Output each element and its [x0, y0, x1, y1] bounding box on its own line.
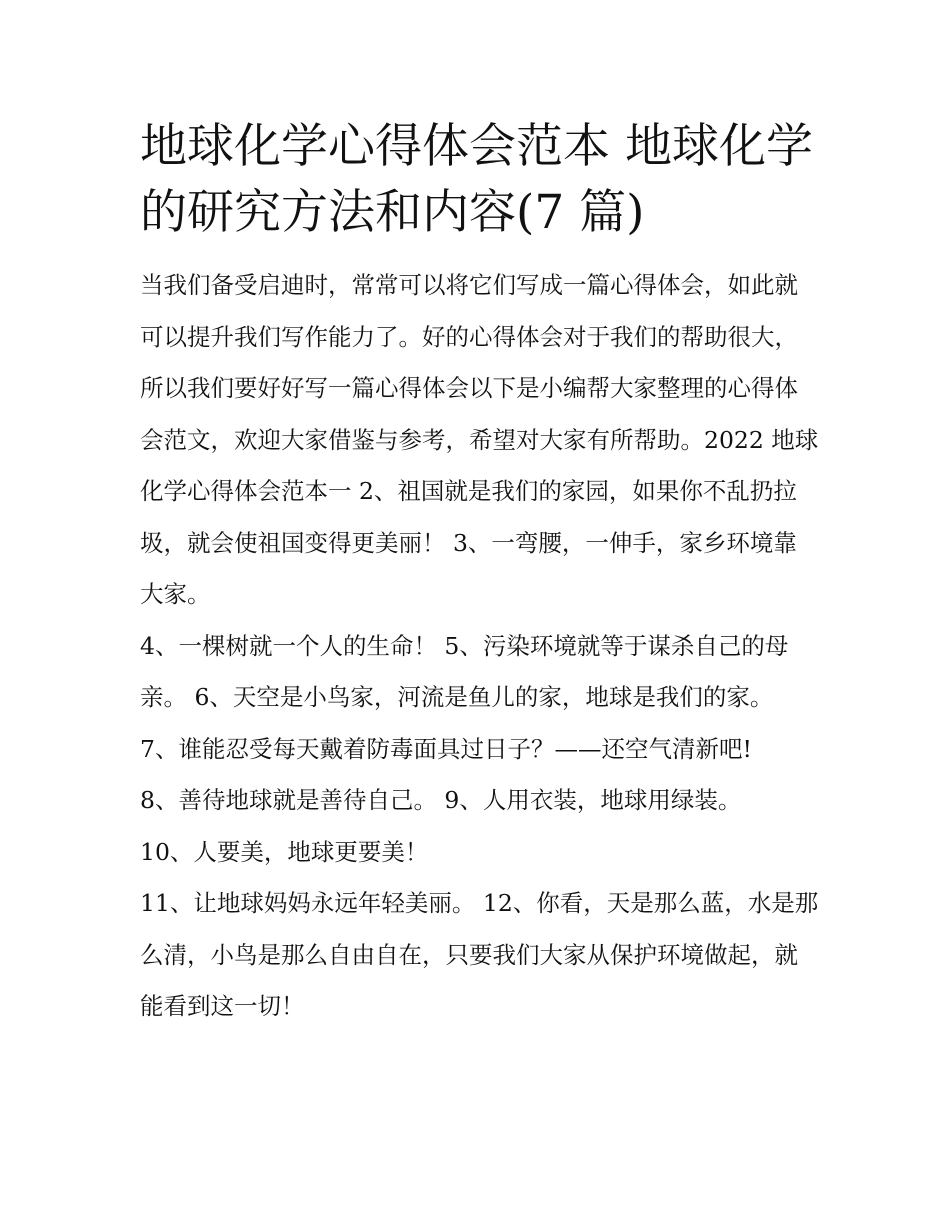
paragraph-slogan-7: 7、谁能忍受每天戴着防毒面具过日子？——还空气清新吧!	[140, 734, 752, 763]
paragraph-slogans-11-12: 11、让地球妈妈永远年轻美丽。 12、你看，天是那么蓝，水是那么清，小鸟是那么自由自在，只要我们大家从保护环境做起，就能看到这一切！	[140, 889, 819, 1020]
document-title: 地球化学心得体会范本 地球化学的研究方法和内容(7 篇)	[140, 119, 813, 240]
paragraph-slogans-4-6: 4、一棵树就一个人的生命！ 5、污染环境就等于谋杀自己的母亲。 6、天空是小鸟家，河流是鱼儿的家，地球是我们的家。	[140, 631, 789, 711]
document-body	[140, 114, 820, 1033]
paragraph-slogan-10: 10、人要美，地球更要美！	[140, 837, 429, 866]
paragraph-intro: 当我们备受启迪时，常常可以将它们写成一篇心得体会，如此就可以提升我们写作能力了。好的心得体会对于我们的帮助很大，所以我们要好好写一篇心得体会以下是小编帮大家整理的心得体会范文，欢迎大家借鉴与参考，希望对大家有所帮助。2022 地球化学心得体会范本一 2、祖国就是我们的家园，如果你不乱扔拉圾，就会使祖国变得更美丽！ 3、一弯腰，一伸手，家乡环境靠大家。	[140, 271, 819, 608]
paragraph-slogans-8-9: 8、善待地球就是善待自己。 9、人用衣装，地球用绿装。	[140, 786, 742, 814]
